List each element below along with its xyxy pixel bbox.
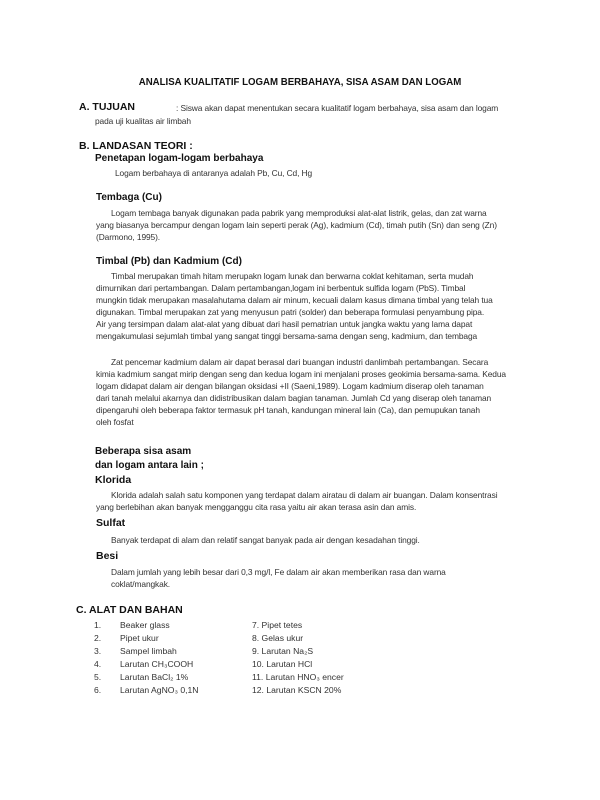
- list-number: 6.: [94, 685, 102, 695]
- alat-list-item: [94, 672, 188, 682]
- bahan-list-item: 12. Larutan KSCN 20%: [252, 685, 342, 695]
- sulfat-text: Banyak terdapat di alam dan relatif sangat banyak pada air dengan kesadahan tinggi.: [111, 535, 420, 545]
- klorida-line: yang berlebihan akan banyak mengganggu cita rasa yaitu air akan terasa asin dan amis.: [96, 502, 417, 512]
- list-number: 4.: [94, 659, 102, 669]
- besi-line: Dalam jumlah yang lebih besar dari 0,3 mg/l, Fe dalam air akan memberikan rasa dan warna: [111, 567, 446, 577]
- list-text: Sampel limbah: [120, 646, 177, 656]
- list-text: Larutan AgNO₃ 0,1N: [120, 685, 199, 695]
- tembaga-line: Logam tembaga banyak digunakan pada pabrik yang memproduksi alat-alat listrik, gelas, dan zat warna: [111, 208, 487, 218]
- timbal-line: mengakumulasi sejumlah timbal yang sangat tinggi bersama-sama dengan seng, kadmium, dan tembaga: [96, 331, 478, 341]
- bahan-list-item: 11. Larutan HNO₃ encer: [252, 672, 344, 682]
- kadmium-line: Zat pencemar kadmium dalam air dapat berasal dari buangan industri danlimbah pertambangan. Secara: [111, 357, 489, 367]
- timbal-line: mungkin tidak merupakan masalahutama dalam air minum, kecuali dalam kasus dimana timbal yang telah tua: [96, 295, 493, 305]
- kadmium-line: kimia kadmium sangat mirip dengan seng dan kedua logam ini menjalani proses geokimia bersama-sama. Kedua: [96, 369, 506, 379]
- bahan-list-item: 7. Pipet tetes: [252, 620, 303, 630]
- alat-list-item: [94, 685, 199, 695]
- besi-line: coklat/mangkak.: [111, 579, 171, 589]
- penetapan-heading: Penetapan logam-logam berbahaya: [95, 153, 264, 164]
- timbal-line: dimurnikan dari pertambangan. Dalam pertambangan,logam ini berbentuk sulfida logam (PbS). Timbal: [96, 283, 466, 293]
- section-a-heading: A. TUJUAN: [79, 101, 136, 113]
- timbal-line: Timbal merupakan timah hitam merupakn logam lunak dan berwarna coklat kehitaman, serta mudah: [111, 271, 474, 281]
- kadmium-line: dari tanah melalui akarnya dan didistribusikan dalam bagian tanaman. Jumlah Cd yang diserap oleh tanaman: [96, 393, 492, 403]
- alat-list-item: [94, 646, 177, 656]
- kadmium-line: dipengaruhi oleh beberapa faktor termasuk pH tanah, kandungan mineral lain (Ca), dan pemupukan tanah: [96, 405, 480, 415]
- list-number: 1.: [94, 620, 102, 630]
- section-b-heading: B. LANDASAN TEORI :: [79, 140, 193, 152]
- tujuan-text-line-1: : Siswa akan dapat menentukan secara kualitatif logam berbahaya, sisa asam dan logam: [176, 103, 499, 113]
- tembaga-heading: Tembaga (Cu): [96, 192, 162, 203]
- timbal-line: digunakan. Timbal merupakan zat yang menyusun patri (solder) dan beberapa formulasi penyambung pipa.: [96, 307, 485, 317]
- sisa-asam-heading-1: Beberapa sisa asam: [95, 446, 192, 457]
- list-number: 2.: [94, 633, 102, 643]
- tujuan-text-line-2: pada uji kualitas air limbah: [95, 116, 191, 126]
- penetapan-text: Logam berbahaya di antaranya adalah Pb, Cu, Cd, Hg: [115, 168, 313, 178]
- list-text: Pipet ukur: [120, 633, 159, 643]
- alat-list-item: [94, 659, 193, 669]
- sulfat-heading: Sulfat: [96, 517, 126, 529]
- list-text: Larutan BaCl₂ 1%: [120, 672, 189, 682]
- section-c-heading: C. ALAT DAN BAHAN: [76, 604, 183, 616]
- list-number: 5.: [94, 672, 102, 682]
- document-title: ANALISA KUALITATIF LOGAM BERBAHAYA, SISA ASAM DAN LOGAM: [138, 76, 462, 88]
- kadmium-line: logam didapat dalam air dengan bilangan oksidasi +II (Saeni,1989). Logam kadmium diserap oleh tanaman: [96, 381, 484, 391]
- besi-heading: Besi: [96, 550, 119, 562]
- kadmium-line: oleh fosfat: [96, 417, 134, 427]
- bahan-list-item: 9. Larutan Na₂S: [252, 646, 314, 656]
- alat-list-item: [94, 620, 170, 630]
- alat-list-item: [94, 633, 159, 643]
- timbal-heading: Timbal (Pb) dan Kadmium (Cd): [96, 256, 242, 267]
- list-text: Larutan CH₃COOH: [120, 659, 194, 669]
- klorida-line: Klorida adalah salah satu komponen yang terdapat dalam airatau di dalam air buangan. Dalam konsentrasi: [111, 490, 498, 500]
- bahan-list-item: 8. Gelas ukur: [252, 633, 304, 643]
- timbal-line: Air yang tersimpan dalam alat-alat yang dibuat dari hasil pematrian untuk jangka waktu yang lama dapat: [96, 319, 473, 329]
- tembaga-line: yang biasanya bercampur dengan logam lain seperti perak (Ag), kadmium (Cd), timah putih (Sn) dan seng (Zn): [96, 220, 497, 230]
- bahan-list-item: 10. Larutan HCl: [252, 659, 313, 669]
- sisa-asam-heading-2: dan logam antara lain ;: [95, 460, 204, 471]
- tembaga-line: (Darmono, 1995).: [96, 232, 161, 242]
- klorida-heading: Klorida: [95, 474, 132, 486]
- list-text: Beaker glass: [120, 620, 170, 630]
- list-number: 3.: [94, 646, 102, 656]
